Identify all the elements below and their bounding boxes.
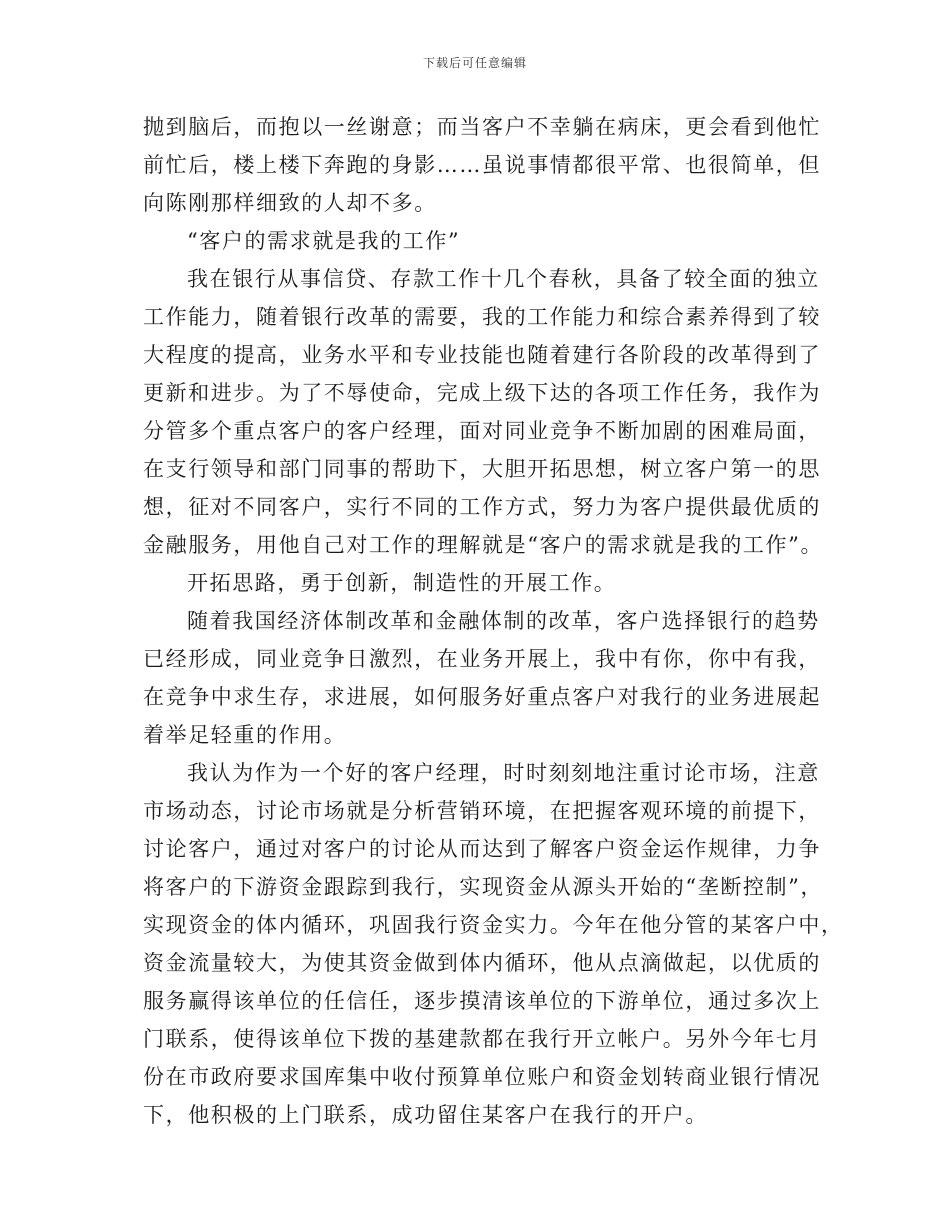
- text-line: 实现资金的体内循环，巩固我行资金实力。今年在他分管的某客户中，: [143, 913, 844, 937]
- text-line: 开拓思路，勇于创新，制造性的开展工作。: [187, 571, 617, 595]
- text-line: 门联系，使得该单位下拨的基建款都在我行开立帐户。另外今年七月: [143, 1027, 821, 1051]
- text-line: 着举足轻重的作用。: [143, 723, 347, 747]
- text-line: 服务赢得该单位的任信任，逐步摸清该单位的下游单位，通过多次上: [143, 989, 821, 1013]
- text-line: 将客户的下游资金跟踪到我行，实现资金从源头开始的“垄断控制”，: [143, 875, 824, 899]
- text-line: 大程度的提高，业务水平和专业技能也随着建行各阶段的改革得到了: [143, 343, 821, 367]
- text-line: 市场动态，讨论市场就是分析营销环境，在把握客观环境的前提下，: [143, 799, 821, 823]
- page-header: 下载后可任意编辑: [422, 56, 527, 70]
- text-line: 讨论客户，通过对客户的讨论从而达到了解客户资金运作规律，力争: [143, 837, 821, 861]
- text-line: 金融服务，用他自己对工作的理解就是“客户的需求就是我的工作”。: [143, 533, 824, 557]
- text-line: 工作能力，随着银行改革的需要，我的工作能力和综合素养得到了较: [143, 305, 821, 329]
- text-line: 我在银行从事信贷、存款工作十几个春秋，具备了较全面的独立: [187, 267, 820, 291]
- text-line: 份在市政府要求国库集中收付预算单位账户和资金划转商业银行情况: [143, 1065, 821, 1089]
- text-line: 在支行领导和部门同事的帮助下，大胆开拓思想，树立客户第一的思: [143, 457, 821, 481]
- text-line: 随着我国经济体制改革和金融体制的改革，客户选择银行的趋势: [187, 609, 820, 633]
- text-line: 已经形成，同业竞争日激烈，在业务开展上，我中有你，你中有我，: [143, 647, 821, 671]
- text-line: 资金流量较大，为使其资金做到体内循环，他从点滴做起，以优质的: [143, 951, 821, 975]
- text-line: 更新和进步。为了不辱使命，完成上级下达的各项工作任务，我作为: [143, 381, 821, 405]
- text-line: 想，征对不同客户，实行不同的工作方式，努力为客户提供最优质的: [143, 495, 821, 519]
- text-line: “客户的需求就是我的工作”: [187, 229, 461, 253]
- text-line: 在竞争中求生存，求进展，如何服务好重点客户对我行的业务进展起: [143, 685, 821, 709]
- text-line: 我认为作为一个好的客户经理，时时刻刻地注重讨论市场，注意: [187, 761, 820, 785]
- text-line: 分管多个重点客户的客户经理，面对同业竞争不断加剧的困难局面，: [143, 419, 821, 443]
- text-line: 前忙后，楼上楼下奔跑的身影……虽说事情都很平常、也很简单，但: [143, 153, 821, 177]
- text-line: 抛到脑后，而抱以一丝谢意；而当客户不幸躺在病床，更会看到他忙: [143, 115, 821, 139]
- text-line: 向陈刚那样细致的人却不多。: [143, 191, 437, 215]
- text-line: 下，他积极的上门联系，成功留住某客户在我行的开户。: [143, 1103, 708, 1127]
